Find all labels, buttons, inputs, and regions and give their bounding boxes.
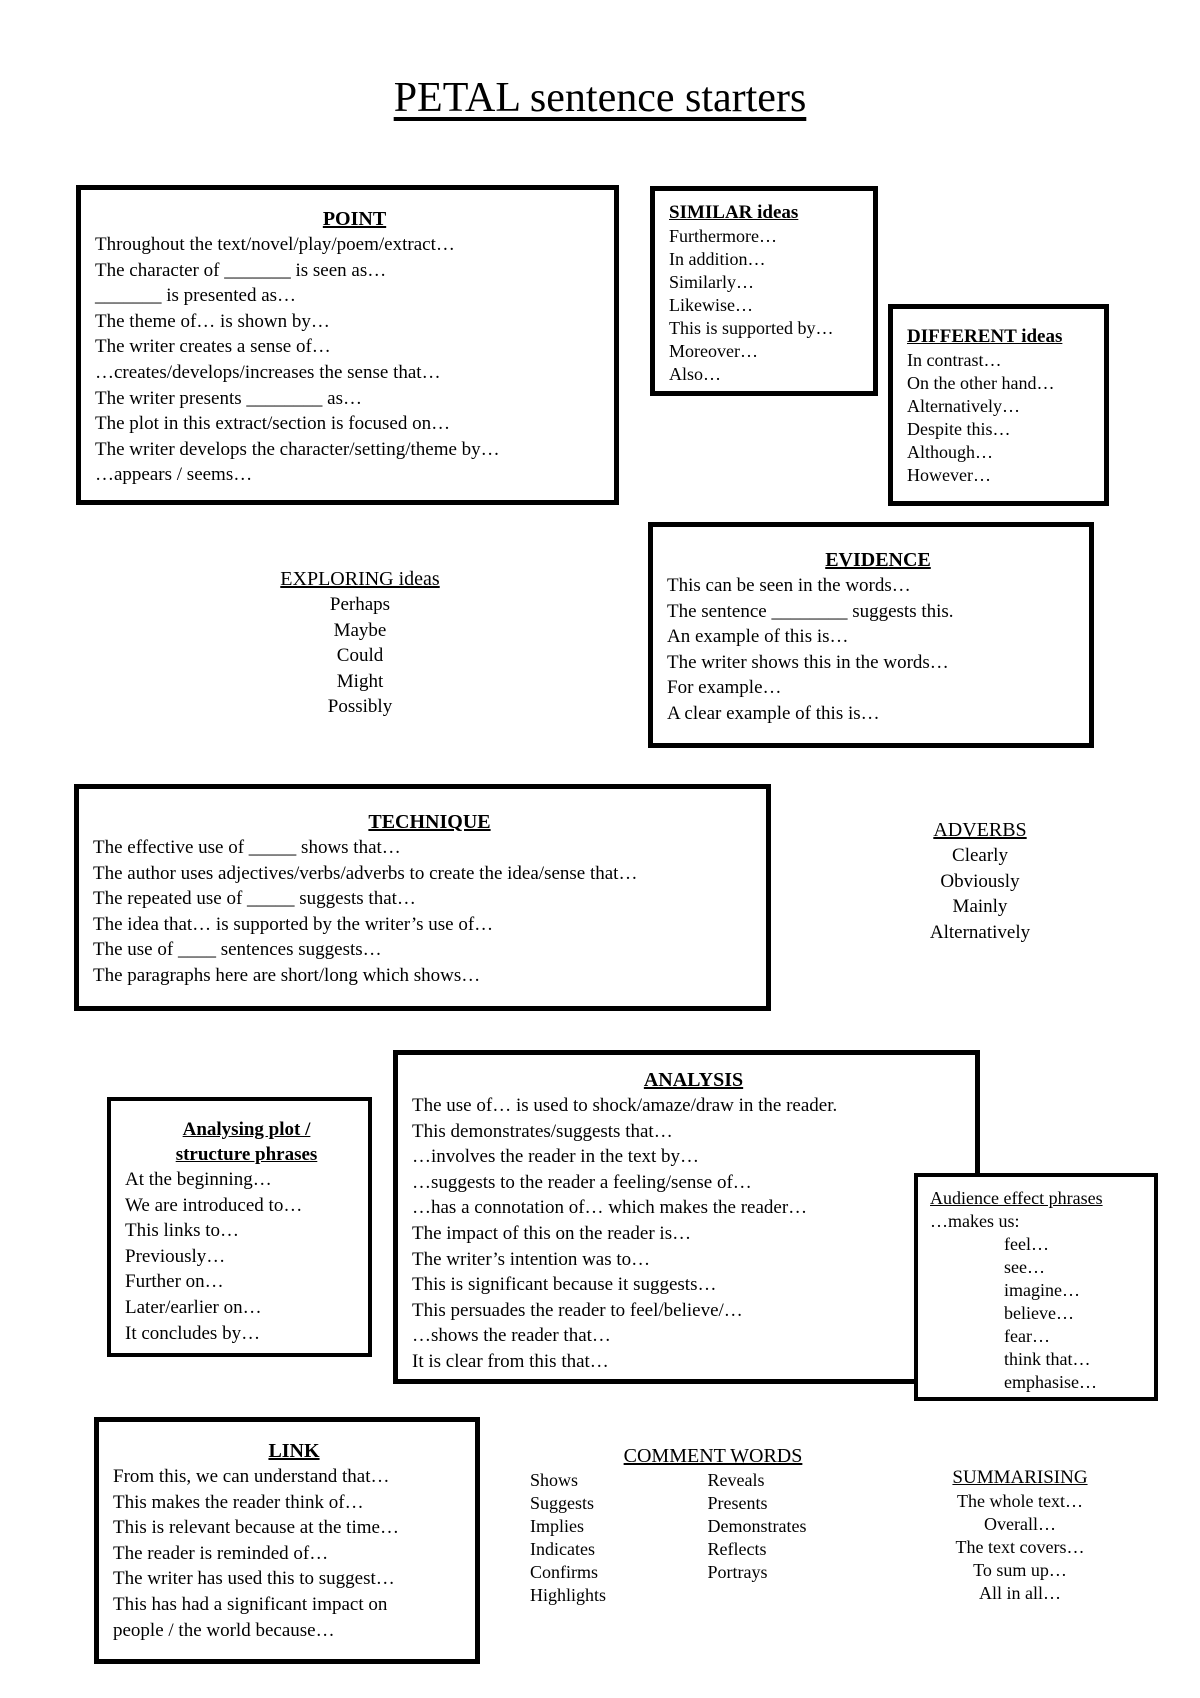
list-item: This is significant because it suggests… — [412, 1274, 717, 1296]
analysis-box — [393, 1050, 980, 1384]
plot-list — [125, 1167, 368, 1346]
list-item: Might — [336, 670, 384, 692]
list-item: It concludes by… — [125, 1322, 261, 1344]
list-item: The writer develops the character/setting/theme by… — [95, 438, 500, 460]
link-heading: LINK — [268, 1440, 320, 1462]
list-item: From this, we can understand that… — [113, 1466, 390, 1487]
exploring-section — [240, 566, 480, 720]
list-item: This links to… — [125, 1220, 240, 1242]
list-item: Overall… — [984, 1514, 1056, 1534]
list-item: On the other hand… — [907, 373, 1055, 393]
different-heading: DIFFERENT ideas — [907, 326, 1063, 347]
list-item: This has had a significant impact on — [113, 1593, 388, 1615]
evidence-box — [648, 522, 1094, 748]
list-item: believe… — [1004, 1303, 1074, 1323]
list-item: The use of… is used to shock/amaze/draw in the reader. — [412, 1095, 838, 1116]
list-item: This is supported by… — [669, 318, 834, 338]
list-item: Reflects — [707, 1539, 767, 1559]
list-item: Alternatively… — [907, 396, 1020, 416]
list-item: Perhaps — [329, 594, 391, 615]
different-box — [888, 304, 1109, 506]
list-item: This demonstrates/suggests that… — [412, 1120, 673, 1142]
list-item: people / the world because… — [113, 1619, 335, 1641]
list-item: It is clear from this that… — [412, 1350, 609, 1372]
list-item: The use of ____ sentences suggests… — [93, 939, 382, 961]
list-item: …appears / seems… — [95, 464, 253, 486]
link-list — [113, 1464, 475, 1643]
list-item: The author uses adjectives/verbs/adverbs to create the idea/sense that… — [93, 862, 638, 884]
comment-words-section — [530, 1443, 860, 1607]
list-item: Confirms — [530, 1562, 599, 1582]
list-item: The reader is reminded of… — [113, 1542, 329, 1564]
comment-col-1 — [530, 1469, 683, 1607]
audience-intro: …makes us: — [930, 1211, 1020, 1231]
list-item: This makes the reader think of… — [113, 1491, 364, 1513]
list-item: The paragraphs here are short/long which shows… — [93, 964, 481, 986]
link-box — [94, 1417, 480, 1664]
audience-list — [930, 1233, 1154, 1394]
list-item: …creates/develops/increases the sense that… — [95, 361, 441, 383]
list-item: Demonstrates — [707, 1516, 807, 1536]
list-item: In addition… — [669, 249, 766, 269]
comment-col-2 — [683, 1469, 861, 1607]
list-item: Presents — [707, 1493, 768, 1513]
list-item: Also… — [669, 364, 722, 384]
technique-box — [74, 784, 771, 1011]
similar-box — [650, 186, 878, 396]
evidence-heading: EVIDENCE — [825, 549, 931, 571]
list-item: Reveals — [707, 1470, 765, 1490]
list-item: A clear example of this is… — [667, 702, 880, 724]
list-item: Highlights — [530, 1585, 607, 1605]
list-item: see… — [1004, 1257, 1045, 1277]
list-item: For example… — [667, 677, 782, 699]
list-item: At the beginning… — [125, 1169, 272, 1190]
list-item: However… — [907, 465, 991, 485]
similar-list — [669, 225, 873, 386]
list-item: This is relevant because at the time… — [113, 1517, 399, 1539]
list-item: The repeated use of _____ suggests that… — [93, 888, 416, 910]
list-item: Suggests — [530, 1493, 595, 1513]
list-item: fear… — [1004, 1326, 1050, 1346]
list-item: Alternatively — [929, 921, 1031, 943]
plot-structure-box — [107, 1097, 372, 1357]
adverbs-heading: ADVERBS — [933, 819, 1027, 841]
list-item: Possibly — [327, 696, 393, 718]
analysis-list — [412, 1093, 975, 1375]
list-item: This persuades the reader to feel/believe/… — [412, 1299, 743, 1321]
summarising-section — [935, 1466, 1105, 1605]
exploring-heading: EXPLORING ideas — [280, 568, 440, 590]
plot-heading-line-1: Analysing plot / — [182, 1119, 311, 1140]
list-item: To sum up… — [973, 1560, 1067, 1580]
list-item: Although… — [907, 442, 994, 462]
list-item: We are introduced to… — [125, 1194, 303, 1216]
list-item: The character of _______ is seen as… — [95, 259, 387, 281]
list-item: The theme of… is shown by… — [95, 310, 330, 332]
list-item: The effective use of _____ shows that… — [93, 837, 401, 858]
analysis-heading: ANALYSIS — [643, 1069, 744, 1091]
list-item: The impact of this on the reader is… — [412, 1222, 692, 1244]
list-item: Later/earlier on… — [125, 1296, 262, 1318]
list-item: The plot in this extract/section is focused on… — [95, 413, 451, 435]
list-item: emphasise… — [1004, 1372, 1097, 1392]
list-item: Implies — [530, 1516, 584, 1536]
plot-heading-line-2: structure phrases — [175, 1144, 318, 1165]
list-item: The writer shows this in the words… — [667, 651, 949, 673]
point-heading: POINT — [322, 208, 387, 230]
list-item: Throughout the text/novel/play/poem/extract… — [95, 234, 455, 255]
list-item: Clearly — [952, 845, 1008, 866]
different-list — [907, 349, 1104, 487]
list-item: The writer’s intention was to… — [412, 1248, 651, 1270]
list-item: All in all… — [979, 1583, 1061, 1603]
list-item: feel… — [1004, 1234, 1049, 1254]
list-item: An example of this is… — [667, 626, 849, 648]
list-item: The writer has used this to suggest… — [113, 1568, 395, 1590]
comment-heading: COMMENT WORDS — [623, 1445, 803, 1467]
audience-heading: Audience effect phrases — [930, 1188, 1103, 1208]
list-item: Further on… — [125, 1271, 224, 1293]
list-item: Previously… — [125, 1245, 226, 1267]
technique-list — [93, 835, 766, 989]
list-item: …has a connotation of… which makes the reader… — [412, 1197, 808, 1219]
adverbs-section — [880, 817, 1080, 945]
exploring-list — [240, 592, 480, 720]
page-title: PETAL sentence starters — [393, 75, 807, 121]
list-item: The writer creates a sense of… — [95, 336, 331, 358]
list-item: Could — [336, 645, 384, 667]
list-item: Furthermore… — [669, 226, 777, 246]
list-item: Similarly… — [669, 272, 754, 292]
technique-heading: TECHNIQUE — [368, 811, 491, 833]
list-item: _______ is presented as… — [95, 285, 297, 307]
list-item: The idea that… is supported by the writer’s use of… — [93, 913, 494, 935]
list-item: Mainly — [952, 896, 1008, 918]
list-item: think that… — [1004, 1349, 1091, 1369]
list-item: This can be seen in the words… — [667, 575, 911, 596]
audience-box — [914, 1173, 1158, 1401]
point-list — [95, 232, 614, 488]
list-item: imagine… — [1004, 1280, 1080, 1300]
list-item: Portrays — [707, 1562, 768, 1582]
list-item: Indicates — [530, 1539, 595, 1559]
list-item: The sentence ________ suggests this. — [667, 600, 954, 622]
list-item: Despite this… — [907, 419, 1011, 439]
list-item: Shows — [530, 1470, 579, 1490]
list-item: The whole text… — [957, 1491, 1083, 1511]
summarising-heading: SUMMARISING — [952, 1467, 1088, 1488]
similar-heading: SIMILAR ideas — [669, 202, 799, 223]
list-item: …involves the reader in the text by… — [412, 1146, 700, 1168]
adverbs-list — [880, 843, 1080, 945]
list-item: Maybe — [333, 619, 387, 641]
list-item: Likewise… — [669, 295, 753, 315]
list-item: …shows the reader that… — [412, 1325, 611, 1347]
summarising-list — [935, 1490, 1105, 1605]
list-item: Obviously — [940, 870, 1020, 892]
evidence-list — [667, 573, 1089, 727]
list-item: …suggests to the reader a feeling/sense of… — [412, 1171, 752, 1193]
list-item: Moreover… — [669, 341, 758, 361]
list-item: In contrast… — [907, 350, 1002, 370]
list-item: The text covers… — [955, 1537, 1085, 1557]
list-item: The writer presents ________ as… — [95, 387, 362, 409]
point-box — [76, 185, 619, 505]
